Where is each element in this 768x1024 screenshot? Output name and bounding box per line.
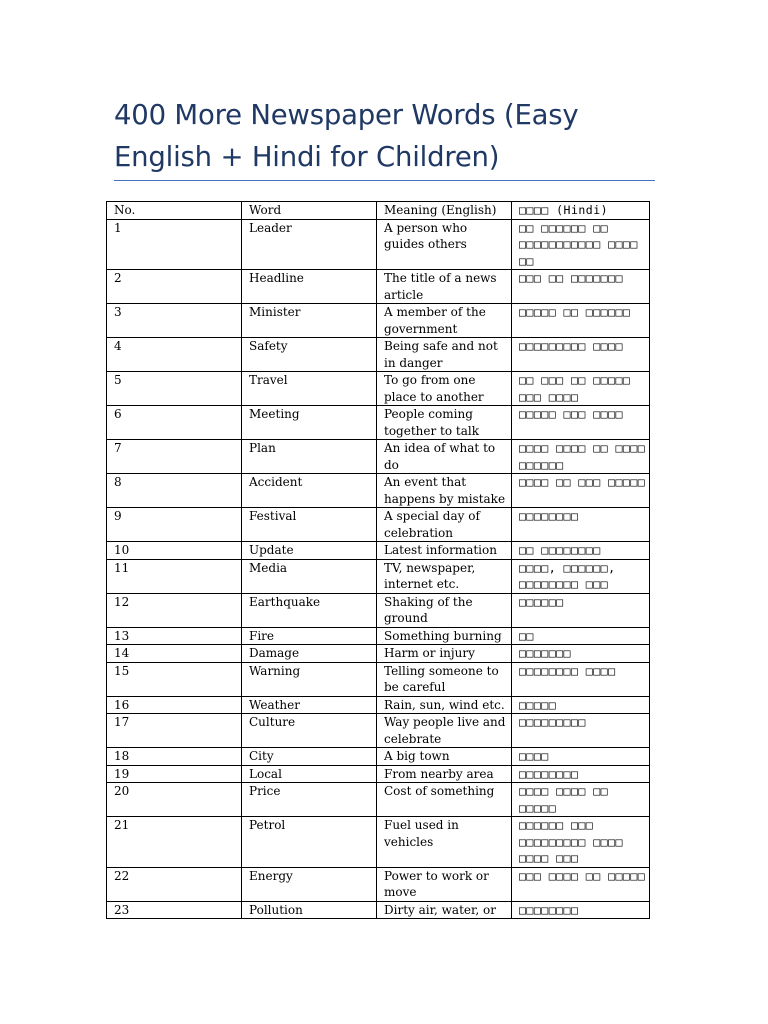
cell-number: 15 [107,662,242,696]
cell-word: Minister [242,304,377,338]
cell-meaning-english: A member of the government [377,304,512,338]
cell-meaning-hindi: □□□□□□□□□ □□□□ [512,338,650,372]
table-row [107,372,650,406]
cell-meaning-hindi: □□□□□□□□ [512,765,650,783]
cell-number: 9 [107,508,242,542]
table-row [107,627,650,645]
cell-meaning-hindi: □□□□□ □□□ □□□□ [512,406,650,440]
cell-word: Fire [242,627,377,645]
table-row [107,304,650,338]
table-row [107,765,650,783]
cell-meaning-hindi: □□□□□□□□ [512,901,650,919]
cell-meaning-hindi: □□□□□□ [512,593,650,627]
cell-number: 17 [107,714,242,748]
cell-meaning-english: Dirty air, water, or [377,901,512,919]
cell-meaning-hindi: □□□□, □□□□□□, □□□□□□□□ □□□ [512,559,650,593]
header-meaning-hindi: □□□□ (Hindi) [512,202,650,220]
cell-meaning-english: Power to work or move [377,867,512,901]
cell-word: Headline [242,270,377,304]
cell-word: Accident [242,474,377,508]
cell-meaning-english: Way people live and celebrate [377,714,512,748]
cell-word: Update [242,542,377,560]
cell-word: Leader [242,219,377,270]
cell-number: 5 [107,372,242,406]
cell-number: 19 [107,765,242,783]
cell-meaning-hindi: □□□□□ □□ □□□□□□ [512,304,650,338]
header-word: Word [242,202,377,220]
table-row [107,645,650,663]
cell-meaning-hindi: □□ □□□□□□ □□ □□□□□□□□□□□ □□□□ □□ [512,219,650,270]
table-row [107,593,650,627]
cell-number: 4 [107,338,242,372]
cell-meaning-english: Latest information [377,542,512,560]
table-row [107,270,650,304]
cell-meaning-english: Fuel used in vehicles [377,817,512,868]
cell-meaning-english: Harm or injury [377,645,512,663]
cell-meaning-english: To go from one place to another [377,372,512,406]
cell-number: 11 [107,559,242,593]
table-row [107,219,650,270]
cell-meaning-english: Cost of something [377,783,512,817]
cell-meaning-english: Being safe and not in danger [377,338,512,372]
cell-number: 14 [107,645,242,663]
cell-number: 2 [107,270,242,304]
table-row [107,406,650,440]
cell-meaning-english: People coming together to talk [377,406,512,440]
cell-meaning-english: The title of a news article [377,270,512,304]
cell-number: 8 [107,474,242,508]
cell-meaning-english: A person who guides others [377,219,512,270]
cell-number: 16 [107,696,242,714]
cell-number: 1 [107,219,242,270]
cell-word: Earthquake [242,593,377,627]
cell-meaning-english: Something burning [377,627,512,645]
table-row [107,783,650,817]
cell-meaning-english: TV, newspaper, internet etc. [377,559,512,593]
cell-number: 6 [107,406,242,440]
cell-number: 12 [107,593,242,627]
cell-meaning-hindi: □□ □□□ □□ □□□□□ □□□ □□□□ [512,372,650,406]
table-row [107,748,650,766]
cell-meaning-hindi: □□□□□□ □□□ □□□□□□□□□ □□□□ □□□□ □□□ [512,817,650,868]
vocabulary-table-body [107,202,650,919]
cell-number: 3 [107,304,242,338]
cell-word: Meeting [242,406,377,440]
cell-number: 7 [107,440,242,474]
table-row [107,474,650,508]
cell-meaning-english: A special day of celebration [377,508,512,542]
cell-word: Weather [242,696,377,714]
table-row [107,508,650,542]
cell-meaning-hindi: □□□□ □□□□ □□ □□□□□ [512,783,650,817]
cell-word: Pollution [242,901,377,919]
cell-word: Energy [242,867,377,901]
table-row [107,542,650,560]
cell-meaning-hindi: □□□□□□□□ [512,508,650,542]
cell-number: 22 [107,867,242,901]
cell-meaning-hindi: □□□□ [512,748,650,766]
cell-number: 21 [107,817,242,868]
cell-word: Petrol [242,817,377,868]
title-underline [114,180,655,181]
table-row [107,714,650,748]
cell-meaning-hindi: □□□□□□□□ □□□□ [512,662,650,696]
cell-meaning-hindi: □□ [512,627,650,645]
cell-word: Plan [242,440,377,474]
cell-word: Local [242,765,377,783]
cell-meaning-english: From nearby area [377,765,512,783]
cell-word: Price [242,783,377,817]
table-row [107,338,650,372]
page-title: 400 More Newspaper Words (Easy English + Hindi for Children) [114,99,579,173]
cell-meaning-hindi: □□□□ □□□□ □□ □□□□ □□□□□□ [512,440,650,474]
cell-meaning-english: Rain, sun, wind etc. [377,696,512,714]
cell-meaning-english: A big town [377,748,512,766]
cell-word: Warning [242,662,377,696]
cell-number: 18 [107,748,242,766]
table-row [107,440,650,474]
cell-word: Culture [242,714,377,748]
cell-meaning-hindi: □□□□□□□□□ [512,714,650,748]
header-number: No. [107,202,242,220]
cell-meaning-english: An idea of what to do [377,440,512,474]
cell-word: Travel [242,372,377,406]
cell-meaning-hindi: □□ □□□□□□□□ [512,542,650,560]
table-row [107,867,650,901]
cell-word: Media [242,559,377,593]
cell-meaning-english: Shaking of the ground [377,593,512,627]
cell-word: Safety [242,338,377,372]
cell-word: City [242,748,377,766]
cell-meaning-english: An event that happens by mistake [377,474,512,508]
cell-number: 10 [107,542,242,560]
table-row [107,662,650,696]
table-row [107,559,650,593]
cell-number: 23 [107,901,242,919]
cell-meaning-hindi: □□□□□□□ [512,645,650,663]
cell-meaning-hindi: □□□□ □□ □□□ □□□□□ [512,474,650,508]
cell-meaning-hindi: □□□ □□□□ □□ □□□□□ [512,867,650,901]
table-row [107,901,650,919]
cell-number: 13 [107,627,242,645]
cell-word: Festival [242,508,377,542]
cell-meaning-english: Telling someone to be careful [377,662,512,696]
cell-number: 20 [107,783,242,817]
cell-meaning-hindi: □□□ □□ □□□□□□□ [512,270,650,304]
table-row [107,696,650,714]
cell-word: Damage [242,645,377,663]
header-meaning-english: Meaning (English) [377,202,512,220]
table-row [107,817,650,868]
cell-meaning-hindi: □□□□□ [512,696,650,714]
vocabulary-table [106,201,650,919]
table-header-row [107,202,650,220]
